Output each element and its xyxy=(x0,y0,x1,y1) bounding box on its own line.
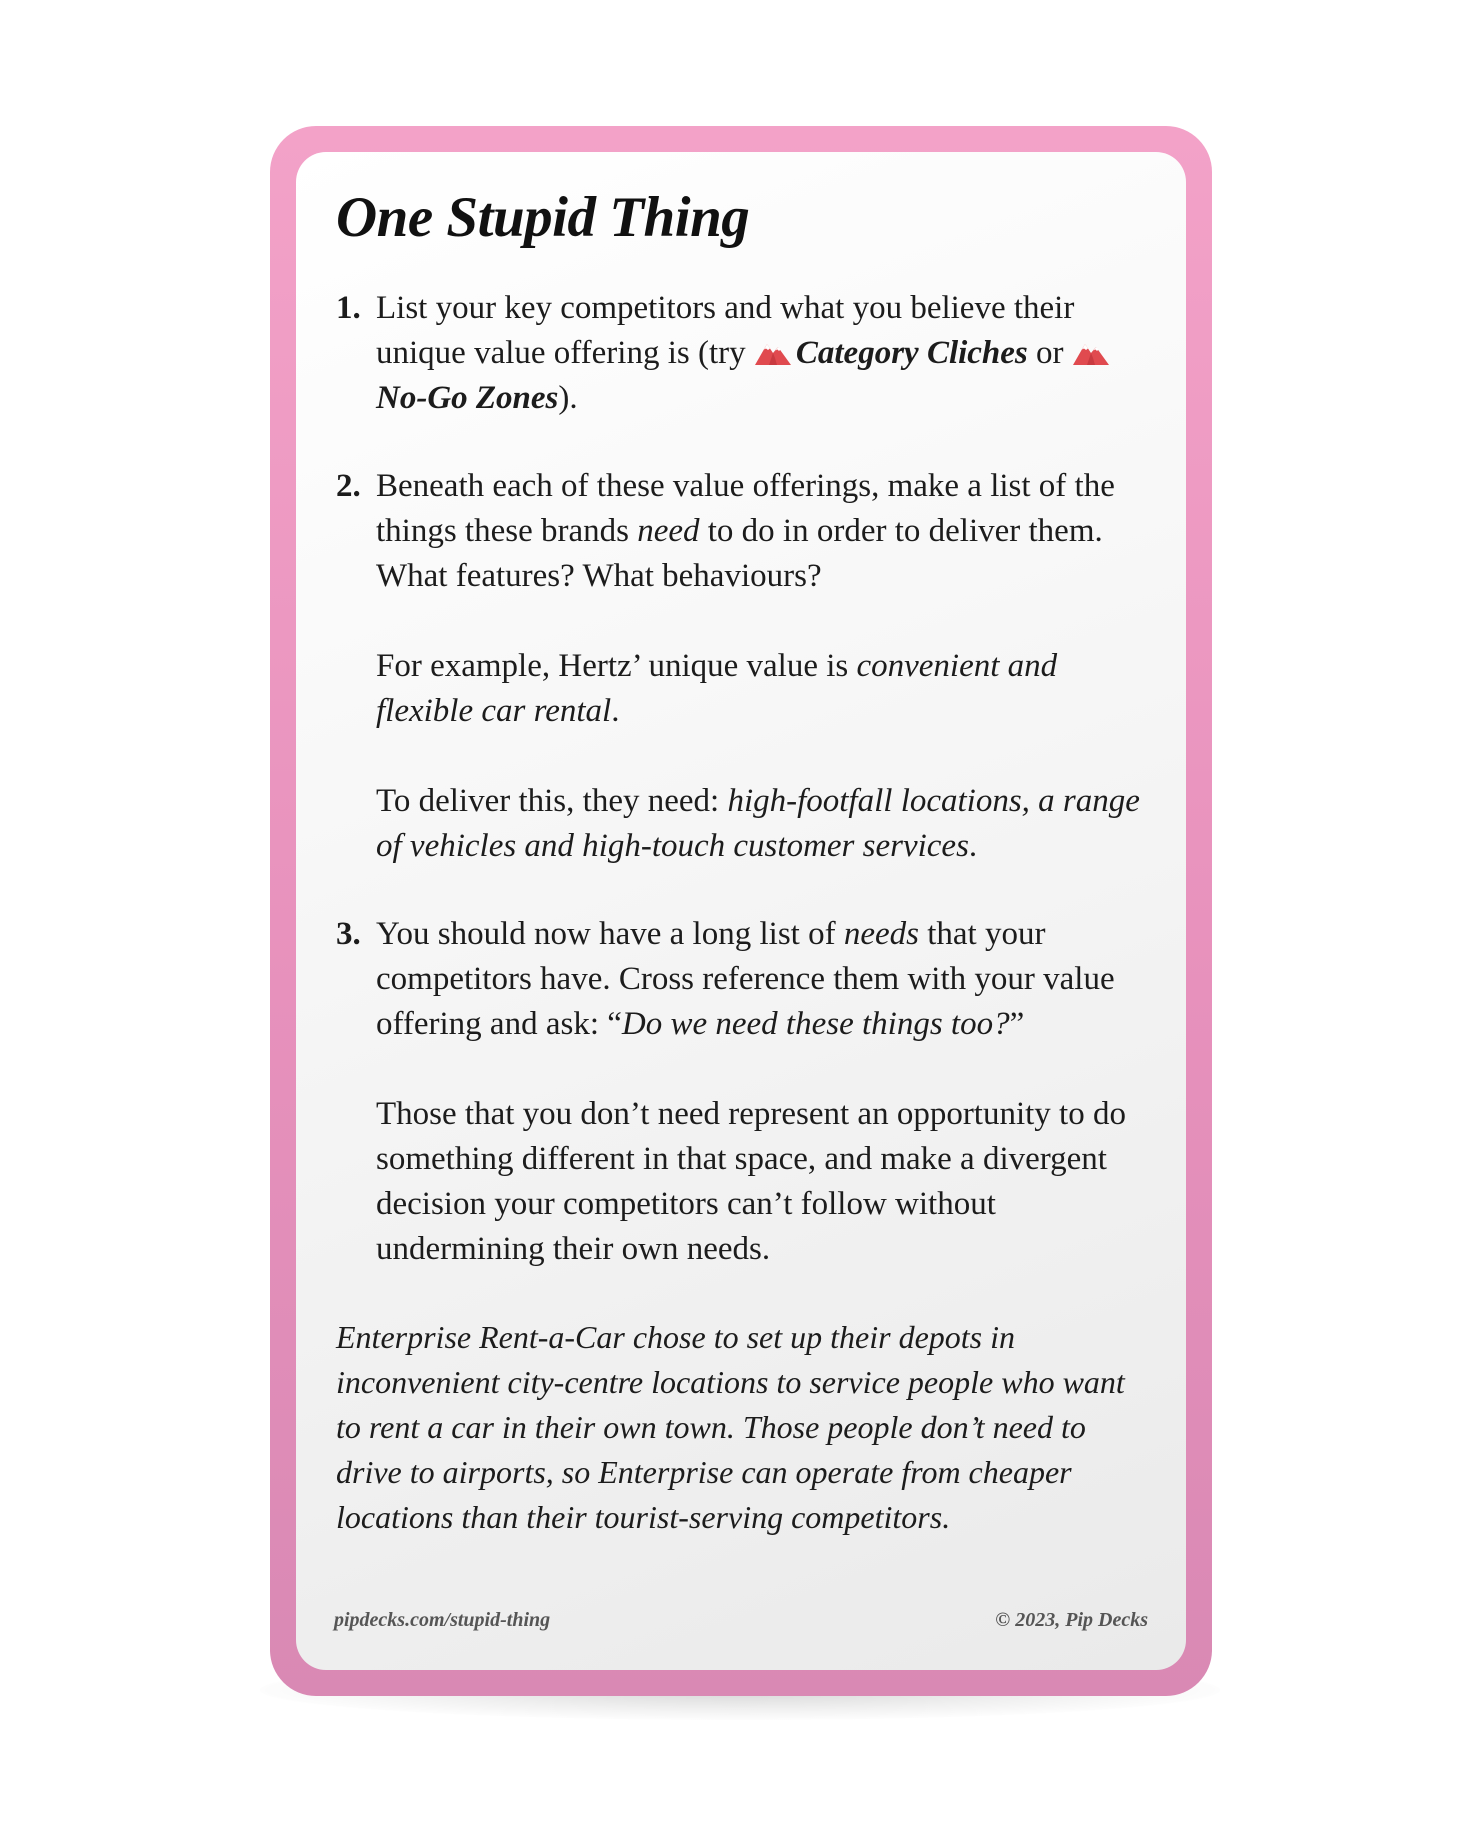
emphasis-text: Do we need these things too? xyxy=(621,1006,1010,1043)
step-paragraph: Those that you don’t need represent an opportunity to do something different in that space, and make a divergent decision your competitors can’t follow without undermining their own needs. xyxy=(376,1096,1126,1268)
steps-list xyxy=(336,286,1150,1272)
step-2 xyxy=(336,464,1150,869)
example-paragraph xyxy=(376,779,1150,869)
step-text: Beneath each of these value offerings, make a list of the things these brands xyxy=(376,468,1115,550)
step-paragraph xyxy=(376,286,1150,421)
card-title: One Stupid Thing xyxy=(336,186,750,249)
footer-copyright: © 2023, Pip Decks xyxy=(995,1609,1148,1631)
step-paragraph xyxy=(376,464,1150,599)
emphasis-text: need xyxy=(637,513,700,550)
emphasis-text: needs xyxy=(843,916,919,953)
step-3 xyxy=(336,912,1150,1272)
step-number: 1. xyxy=(336,290,361,327)
example-paragraph xyxy=(376,644,1150,734)
step-text: To deliver this, they need: xyxy=(376,783,728,820)
card xyxy=(270,126,1212,1696)
mountain-icon xyxy=(754,338,792,366)
step-text: ” xyxy=(1009,1006,1025,1043)
mountain-icon xyxy=(1072,338,1110,366)
step-text: that your competitors have. Cross reference them with your value offering and ask: “ xyxy=(376,916,1115,1043)
step-text: ). xyxy=(558,380,578,417)
step-text: List your key competitors and what you believe their unique value offering is (try xyxy=(376,290,1075,372)
step-number: 3. xyxy=(336,916,361,953)
card-content xyxy=(336,184,1150,1540)
step-text: You should now have a long list of xyxy=(376,916,844,953)
footer-url[interactable]: pipdecks.com/stupid-thing xyxy=(334,1609,551,1631)
emphasis-text: high-footfall locations, a range of vehicles and high-touch customer services xyxy=(376,783,1140,865)
emphasis-text: convenient and flexible car rental xyxy=(376,648,1058,730)
step-1 xyxy=(336,286,1150,421)
step-text: For example, Hertz’ unique value is xyxy=(376,648,857,685)
ref-category-cliches[interactable]: Category Cliches xyxy=(795,335,1028,372)
step-paragraph xyxy=(376,912,1150,1047)
ref-no-go-zones[interactable]: No-Go Zones xyxy=(376,380,559,417)
card-face xyxy=(296,152,1186,1670)
case-study: Enterprise Rent-a-Car chose to set up their depots in inconvenient city-centre locations to service people who want to rent a car in their own town. Those people don’t need to drive to airports, so Enterprise can operate from cheaper locations than their tourist-serving competitors. xyxy=(336,1319,1125,1536)
step-number: 2. xyxy=(336,468,361,505)
step-text: . xyxy=(968,828,978,865)
step-text: to do in order to deliver them. What features? What behaviours? xyxy=(376,513,1103,595)
step-text: or xyxy=(1027,335,1072,372)
step-text: . xyxy=(611,693,620,730)
